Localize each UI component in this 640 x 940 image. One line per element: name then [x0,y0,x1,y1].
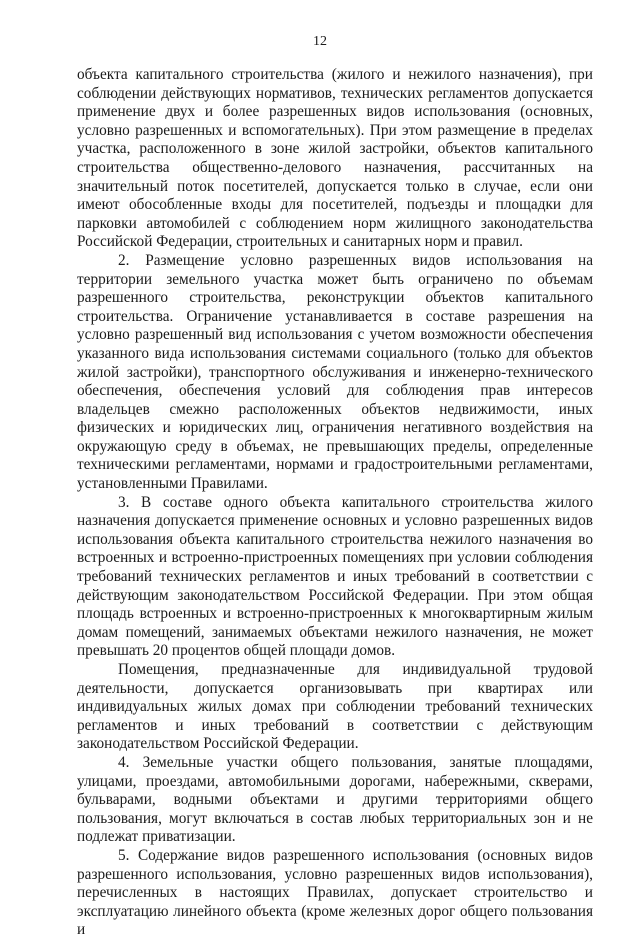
paragraph-continuation: объекта капитального строительства (жилого и нежилого назначения), при соблюдении действующих нормативов, технических регламентов допускается применение двух и более разрешенных видов использования (основных, условно разрешенных и вспомогательных). При этом размещение в пределах участка, расположенного в зоне жилой застройки, объектов капитального строительства общественно-делового назначения, рассчитанных на значительный поток посетителей, допускается только в случае, если они имеют обособленные входы для посетителей, подъезды и площадки для парковки автомобилей с соблюдением норм жилищного законодательства Российской Федерации, строительных и санитарных норм и правил. [77,66,593,251]
paragraph-item-2: 2. Размещение условно разрешенных видов использования на территории земельного участка может быть ограничено по объемам разрешенного строительства, реконструкции объектов капитального строительства. Ограничение устанавливается в составе разрешения на условно разрешенный вид использования с учетом возможности обеспечения указанного вида использования системами социального (только для объектов жилой застройки), транспортного обслуживания и инженерно-технического обеспечения, обеспечения условий для соблюдения прав интересов владельцев смежно расположенных объектов недвижимости, иных физических и юридических лиц, ограничения негативного воздействия на окружающую среду в объемах, не превышающих пределы, определенные техническими регламентами, нормами и градостроительными регламентами, установленными Правилами. [77,251,593,493]
paragraph-item-5: 5. Содержание видов разрешенного использования (основных видов разрешенного использования, условно разрешенных видов использования), перечисленных в настоящих Правилах, допускает строительство и эксплуатацию линейного объекта (кроме железных дорог общего пользования и [77,846,593,939]
paragraph-item-3: 3. В составе одного объекта капитального строительства жилого назначения допускается применение основных и условно разрешенных видов использования объекта капитального строительства нежилого назначения во встроенных и встроенно-пристроенных помещениях при условии соблюдения требований технических регламентов и иных требований в соответствии с действующим законодательством Российской Федерации. При этом общая площадь встроенных и встроенно-пристроенных к многоквартирным жилым домам помещений, занимаемых объектами нежилого назначения, не может превышать 20 процентов общей площади домов. [77,493,593,660]
body-text [77,66,593,940]
page-number: 12 [313,34,327,49]
paragraph-item-4: 4. Земельные участки общего пользования, занятые площадями, улицами, проездами, автомобильными дорогами, набережными, скверами, бульварами, водными объектами и другими территориями общего пользования, могут включаться в состав любых территориальных зон и не подлежат приватизации. [77,753,593,846]
paragraph-premises: Помещения, предназначенные для индивидуальной трудовой деятельности, допускается организовывать при квартирах или индивидуальных жилых домах при соблюдении требований технических регламентов и иных требований в соответствии с действующим законодательством Российской Федерации. [77,661,593,753]
